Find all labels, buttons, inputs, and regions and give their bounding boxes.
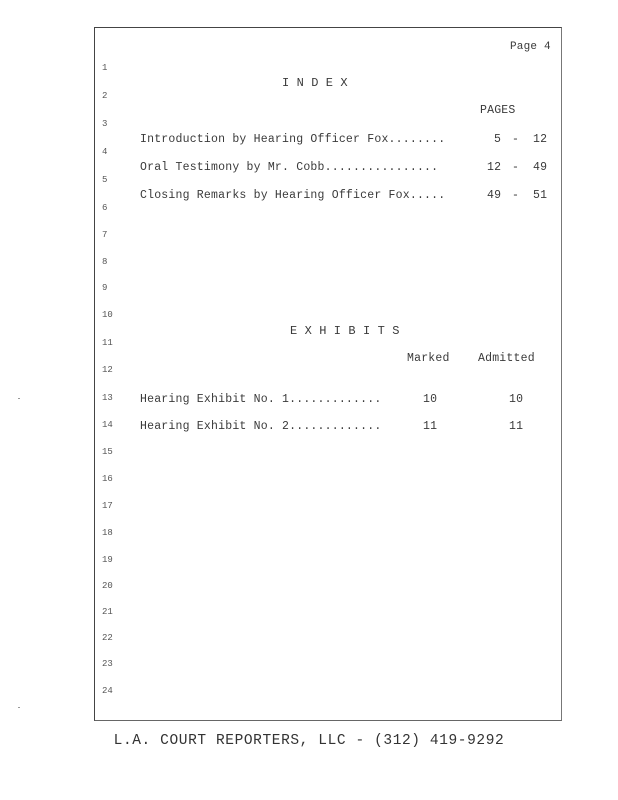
- line-number: 17: [102, 501, 113, 511]
- index-entry-text: Closing Remarks by Hearing Officer Fox.....: [140, 189, 446, 202]
- exhibit-row-text: Hearing Exhibit No. 2.............: [140, 420, 382, 433]
- index-entry-dash: -: [512, 189, 520, 202]
- line-number: 12: [102, 365, 113, 375]
- transcript-page-border: [94, 27, 562, 721]
- line-number: 13: [102, 393, 113, 403]
- line-number: 4: [102, 147, 108, 157]
- line-number: 1: [102, 63, 108, 73]
- line-number: 18: [102, 528, 113, 538]
- index-entry-dash: -: [512, 161, 520, 174]
- line-number: 9: [102, 283, 108, 293]
- index-entry-dash: -: [512, 133, 520, 146]
- line-number: 2: [102, 91, 108, 101]
- index-title: I N D E X: [282, 76, 348, 90]
- line-number: 14: [102, 420, 113, 430]
- line-number: 8: [102, 257, 108, 267]
- line-number: 24: [102, 686, 113, 696]
- exhibits-marked-header: Marked: [407, 352, 450, 365]
- index-entry-text: Introduction by Hearing Officer Fox........: [140, 133, 446, 146]
- scan-speck: [18, 707, 20, 708]
- page-label: Page 4: [510, 41, 551, 53]
- index-entry-text: Oral Testimony by Mr. Cobb................: [140, 161, 439, 174]
- exhibits-admitted-header: Admitted: [478, 352, 535, 365]
- exhibit-row-text: Hearing Exhibit No. 1.............: [140, 393, 382, 406]
- index-entry-end: 12: [533, 133, 548, 146]
- scan-speck: [18, 398, 20, 399]
- index-entry-start: 12: [487, 161, 502, 174]
- line-number: 6: [102, 203, 108, 213]
- exhibit-row-marked: 11: [423, 420, 438, 433]
- line-number: 20: [102, 581, 113, 591]
- line-number: 11: [102, 338, 113, 348]
- exhibit-row-marked: 10: [423, 393, 438, 406]
- line-number: 10: [102, 310, 113, 320]
- line-number: 22: [102, 633, 113, 643]
- line-number: 15: [102, 447, 113, 457]
- index-entry-start: 49: [487, 189, 502, 202]
- line-number: 7: [102, 230, 108, 240]
- exhibit-row-admitted: 10: [509, 393, 524, 406]
- line-number: 3: [102, 119, 108, 129]
- index-entry-end: 49: [533, 161, 548, 174]
- exhibits-title: E X H I B I T S: [290, 324, 400, 338]
- court-reporter-footer: L.A. COURT REPORTERS, LLC - (312) 419-9292: [113, 733, 505, 749]
- line-number: 23: [102, 659, 113, 669]
- line-number: 16: [102, 474, 113, 484]
- index-entry-start: 5: [494, 133, 502, 146]
- exhibit-row-admitted: 11: [509, 420, 524, 433]
- index-pages-header: PAGES: [480, 104, 516, 117]
- line-number: 21: [102, 607, 113, 617]
- index-entry-end: 51: [533, 189, 548, 202]
- line-number: 5: [102, 175, 108, 185]
- line-number: 19: [102, 555, 113, 565]
